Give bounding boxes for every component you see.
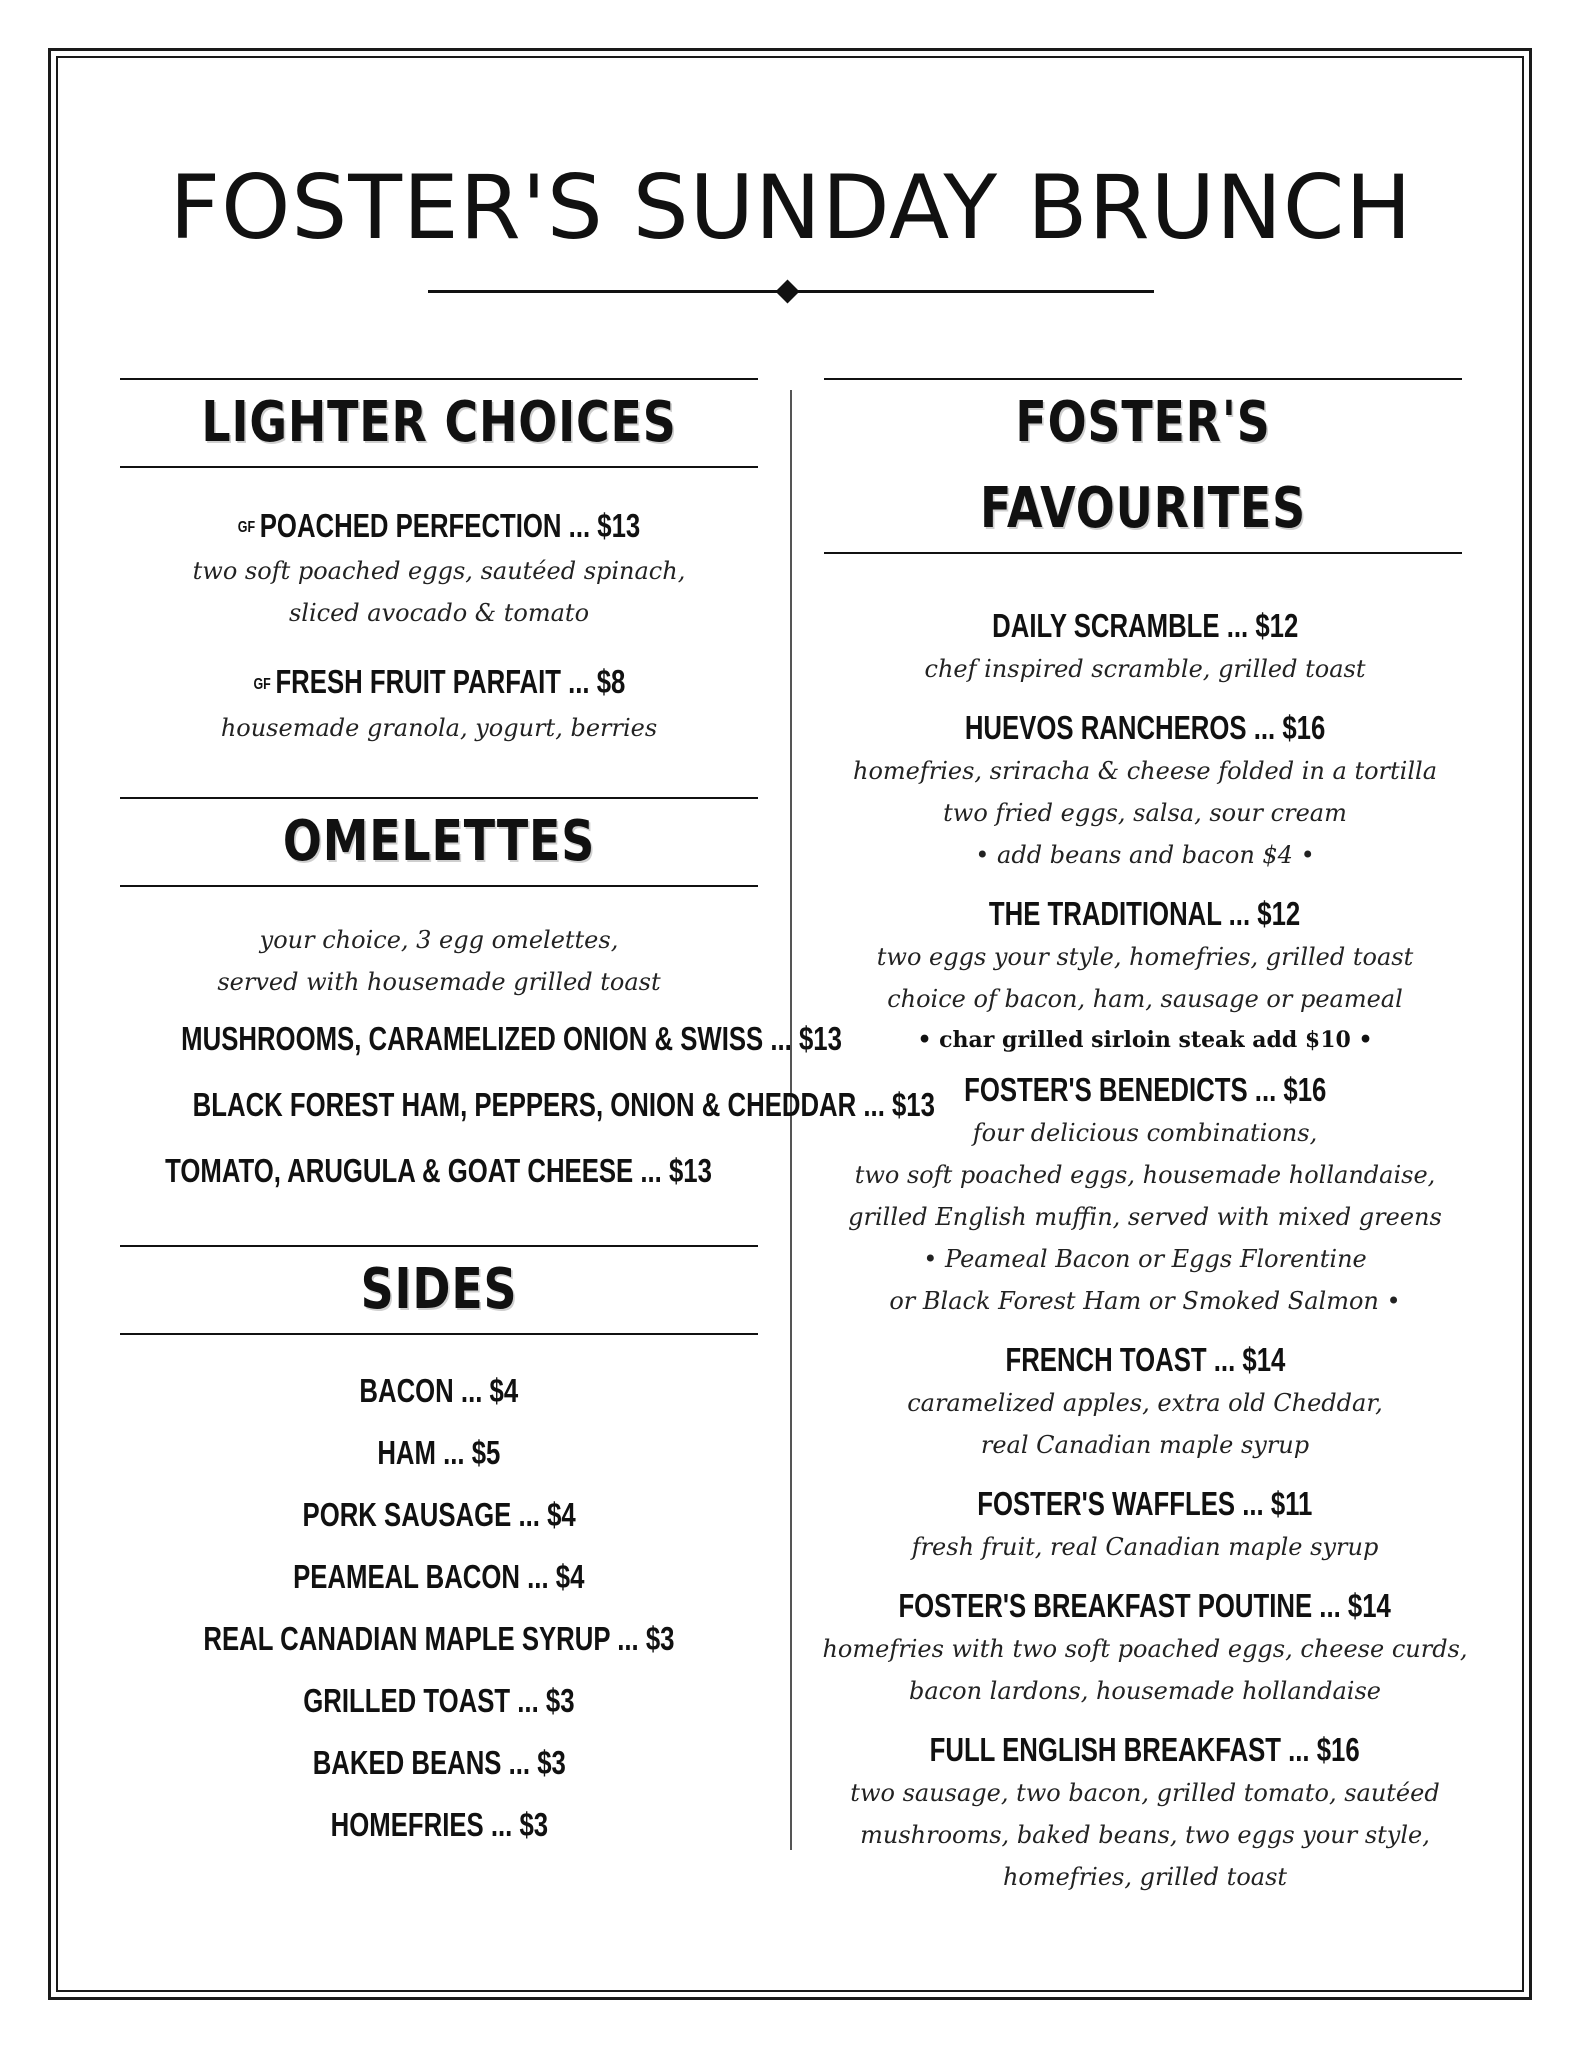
- menu-item: [800, 892, 1490, 1060]
- item-name: TOMATO, ARUGULA & GOAT CHEESE ... $13: [165, 1151, 713, 1189]
- item-description: two eggs your style, homefries, grilled toast: [876, 943, 1414, 971]
- item-description: caramelized apples, extra old Cheddar,: [907, 1389, 1383, 1417]
- menu-item: [800, 1584, 1490, 1712]
- left-column: [88, 378, 935, 1859]
- side-item: [88, 1735, 790, 1797]
- item-description: real Canadian maple syrup: [980, 1431, 1310, 1459]
- item-addon: • char grilled sirloin steak add $10 •: [917, 1027, 1373, 1053]
- section-title: SIDES: [360, 1256, 518, 1322]
- item-name: MUSHROOMS, CARAMELIZED ONION & SWISS ... $13: [181, 1019, 842, 1057]
- menu-item: [88, 660, 790, 748]
- omelette-intro: [88, 919, 790, 1003]
- item-description: two soft poached eggs, housemade hollandaise,: [854, 1161, 1436, 1189]
- item-description: two sausage, two bacon, grilled tomato, sautéed: [850, 1779, 1440, 1807]
- section-heading-sides: [120, 1245, 758, 1335]
- menu-item: [800, 604, 1490, 690]
- item-name: HAM ... $5: [377, 1433, 501, 1471]
- menu-item: [800, 1068, 1490, 1322]
- item-description: homefries with two soft poached eggs, cheese curds,: [822, 1635, 1468, 1663]
- intro-line: your choice, 3 egg omelettes,: [259, 925, 619, 954]
- item-description: bacon lardons, housemade hollandaise: [909, 1677, 1381, 1705]
- item-description: chef inspired scramble, grilled toast: [924, 655, 1366, 683]
- item-description: four delicious combinations,: [972, 1119, 1318, 1147]
- menu-item: [800, 1482, 1490, 1568]
- menu-item: [800, 1728, 1490, 1898]
- menu-title: FOSTER'S SUNDAY BRUNCH: [169, 156, 1413, 259]
- item-name: HOMEFRIES ... $3: [330, 1805, 548, 1843]
- diamond-ornament-icon: [775, 279, 799, 303]
- menu-item: [88, 1017, 842, 1061]
- item-description: • Peameal Bacon or Eggs Florentine: [923, 1245, 1367, 1273]
- section-heading-fosters-favourites: [824, 378, 1462, 554]
- menu-item: [800, 1338, 1490, 1466]
- item-name: THE TRADITIONAL ... $12: [989, 895, 1301, 932]
- item-description: choice of bacon, ham, sausage or peameal: [887, 985, 1403, 1013]
- item-name: DAILY SCRAMBLE ... $12: [991, 607, 1299, 644]
- right-column: [800, 378, 1490, 1898]
- sides-list: [88, 1363, 790, 1859]
- side-item: [88, 1673, 790, 1735]
- section-title: FOSTER'S FAVOURITES: [979, 390, 1306, 541]
- gluten-free-tag: GF: [253, 675, 271, 693]
- item-name: FOSTER'S BREAKFAST POUTINE ... $14: [898, 1587, 1392, 1624]
- item-name: GRILLED TOAST ... $3: [303, 1681, 575, 1719]
- item-name: BAKED BEANS ... $3: [312, 1743, 566, 1781]
- item-name: FRENCH TOAST ... $14: [1005, 1341, 1285, 1378]
- item-description: fresh fruit, real Canadian maple syrup: [911, 1533, 1379, 1561]
- item-description: sliced avocado & tomato: [288, 599, 590, 628]
- side-item: [88, 1363, 790, 1425]
- item-description: mushrooms, baked beans, two eggs your style,: [860, 1821, 1430, 1849]
- section-heading-omelettes: [120, 797, 758, 887]
- title-divider: [428, 280, 1154, 304]
- item-name: BACON ... $4: [359, 1371, 519, 1409]
- item-description: • add beans and bacon $4 •: [975, 841, 1315, 869]
- item-description: grilled English muffin, served with mixed greens: [848, 1203, 1442, 1231]
- menu-item: [800, 706, 1490, 876]
- item-description: two fried eggs, salsa, sour cream: [943, 799, 1347, 827]
- item-name: PORK SAUSAGE ... $4: [302, 1495, 576, 1533]
- item-name: FOSTER'S BENEDICTS ... $16: [963, 1071, 1327, 1108]
- gluten-free-tag: GF: [237, 519, 256, 537]
- side-item: [88, 1797, 790, 1859]
- item-name: REAL CANADIAN MAPLE SYRUP ... $3: [203, 1619, 675, 1657]
- menu-item: [88, 1149, 790, 1193]
- menu-item: [88, 1083, 935, 1127]
- item-name: HUEVOS RANCHEROS ... $16: [964, 709, 1326, 746]
- side-item: [88, 1549, 790, 1611]
- item-description: housemade granola, yogurt, berries: [220, 713, 658, 742]
- item-name: PEAMEAL BACON ... $4: [293, 1557, 585, 1595]
- item-description: two soft poached eggs, sautéed spinach,: [192, 557, 686, 586]
- item-name: FULL ENGLISH BREAKFAST ... $16: [929, 1731, 1361, 1768]
- item-name: BLACK FOREST HAM, PEPPERS, ONION & CHEDDAR ... $13: [192, 1085, 935, 1123]
- section-heading-lighter-choices: [120, 378, 758, 468]
- side-item: [88, 1487, 790, 1549]
- section-title: LIGHTER CHOICES: [201, 390, 677, 455]
- item-name: GF FRESH FRUIT PARFAIT ... $8: [253, 663, 625, 701]
- section-title: OMELETTES: [282, 808, 596, 874]
- side-item: [88, 1611, 790, 1673]
- item-description: or Black Forest Ham or Smoked Salmon •: [889, 1287, 1401, 1315]
- item-description: homefries, sriracha & cheese folded in a tortilla: [852, 757, 1437, 785]
- item-name: GF POACHED PERFECTION ... $13: [237, 507, 641, 544]
- menu-item: [88, 504, 790, 634]
- intro-line: served with housemade grilled toast: [217, 967, 661, 996]
- item-name: FOSTER'S WAFFLES ... $11: [977, 1485, 1313, 1522]
- item-description: homefries, grilled toast: [1002, 1863, 1288, 1891]
- side-item: [88, 1425, 790, 1487]
